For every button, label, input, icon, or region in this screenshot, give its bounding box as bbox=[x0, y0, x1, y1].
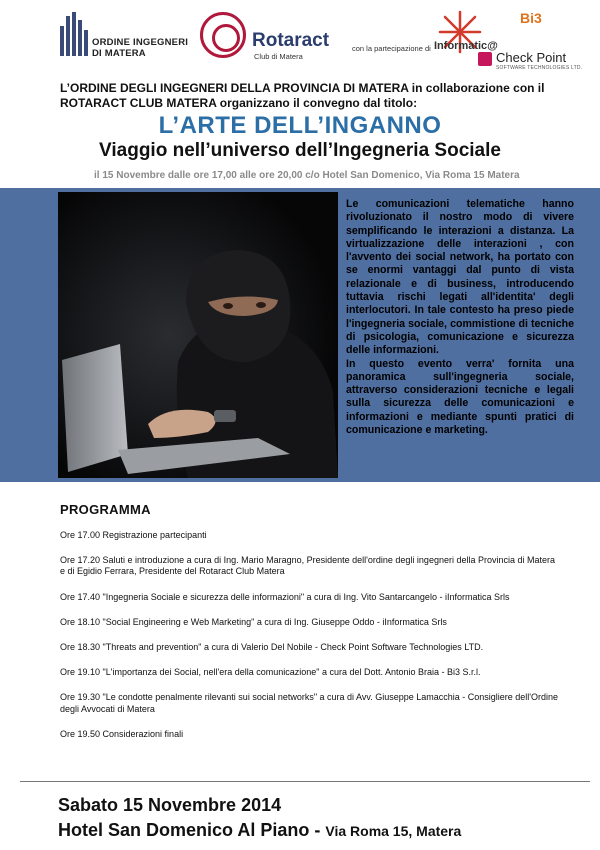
programma-item: Ore 19.10 "L'importanza dei Social, nell'era della comunicazione" a cura del Dott. Antonio Braia - Bi3 S.r.l. bbox=[60, 667, 481, 678]
event-subtitle: Viaggio nell’universo dell’Ingegneria Sociale bbox=[99, 140, 501, 161]
rotaract-logo-name: Rotaract bbox=[252, 30, 330, 51]
bi3-logo: Bi3 bbox=[520, 10, 542, 26]
footer-hotel-name: Hotel San Domenico Al Piano bbox=[58, 820, 310, 840]
ordine-logo-line2: DI MATERA bbox=[92, 48, 146, 59]
hacker-photo bbox=[58, 192, 338, 478]
ordine-ingegneri-logo bbox=[60, 10, 190, 60]
event-title: L’ARTE DELL’INGANNO bbox=[158, 112, 442, 139]
rotaract-wheel-icon bbox=[200, 12, 246, 58]
checkpoint-logo-name: Check Point bbox=[496, 50, 567, 65]
intro-text: L’ORDINE DEGLI INGEGNERI DELLA PROVINCIA DI MATERA in collaborazione con il ROTARACT CLUB MATERA organizzano il convegno dal titolo: bbox=[60, 81, 545, 110]
hacker-illustration-icon bbox=[58, 192, 338, 478]
footer-date: Sabato 15 Novembre 2014 bbox=[58, 795, 282, 815]
header-logos bbox=[0, 0, 600, 76]
ordine-columns-icon bbox=[60, 12, 88, 56]
programma-item: Ore 17.00 Registrazione partecipanti bbox=[60, 530, 207, 540]
banner-description: Le comunicazioni telematiche hanno rivoluzionato il nostro modo di vivere semplificando le interazioni a distanza. La virtualizzazione delle interazioni , con l'avvento dei social network, ha portato con se enormi vantaggi dal punto di vista relazionale e di business, introducendo tuttavia rischi legati all'identita' degli interlocutori. In tale contesto ha preso piede l'ingegneria sociale, commistione di tecniche di psicologia, comunicazione e sicurezza delle informazioni. In questo evento verra' fornita una panoramica sull'ingegneria sociale, attraverso considerazioni tecniche e legali sulla sicurezza delle comunicazioni e informazioni e mediante spunti pratici di comunicazione e marketing. bbox=[346, 198, 574, 437]
rotaract-logo bbox=[200, 12, 345, 62]
programma-list bbox=[60, 530, 560, 740]
description-banner bbox=[0, 188, 600, 482]
programma-item: Ore 19.30 "Le condotte penalmente rilevanti sui social networks" a cura di Avv. Giuseppe Lamacchia - Consigliere dell'Ordine degli Avvocati di Matera bbox=[60, 692, 559, 714]
programma-item: Ore 17.20 Saluti e introduzione a cura di Ing. Mario Maragno, Presidente dell'ordine degli ingegneri della Provincia di Matera e di Egidio Ferrara, Presidente del Rotaract Club Matera bbox=[60, 555, 556, 577]
checkpoint-logo-sub: SOFTWARE TECHNOLOGIES LTD. bbox=[496, 65, 583, 71]
footer-venue bbox=[58, 820, 461, 841]
checkpoint-square-icon bbox=[478, 52, 492, 66]
footer-address: Via Roma 15, Matera bbox=[325, 823, 462, 839]
informatica-logo-name: Informatic@ bbox=[434, 40, 498, 52]
partecipazione-label: con la partecipazione di bbox=[352, 44, 431, 53]
programma-item: Ore 19.50 Considerazioni finali bbox=[60, 728, 184, 739]
programma-item: Ore 18.30 "Threats and prevention" a cura di Valerio Del Nobile - Check Point Software Technologies LTD. bbox=[60, 642, 484, 653]
event-when-where: il 15 Novembre dalle ore 17,00 alle ore 20,00 c/o Hotel San Domenico, Via Roma 15 Matera bbox=[94, 170, 520, 181]
ordine-logo-text bbox=[92, 37, 188, 59]
checkpoint-logo bbox=[478, 50, 598, 74]
programma-title: PROGRAMMA bbox=[60, 502, 151, 517]
ordine-logo-line1: ORDINE INGEGNERI bbox=[92, 37, 189, 48]
programma-item: Ore 17.40 "Ingegneria Sociale e sicurezza delle informazioni" a cura di Ing. Vito Santarcangelo - iInformatica Srls bbox=[60, 591, 510, 602]
footer-separator: - bbox=[309, 820, 326, 840]
footer-divider bbox=[20, 781, 590, 782]
rotaract-logo-sub: Club di Matera bbox=[254, 52, 303, 61]
programma-item: Ore 18.10 "Social Engineering e Web Marketing" a cura di Ing. Giuseppe Oddo - iInformatica Srls bbox=[60, 616, 447, 627]
